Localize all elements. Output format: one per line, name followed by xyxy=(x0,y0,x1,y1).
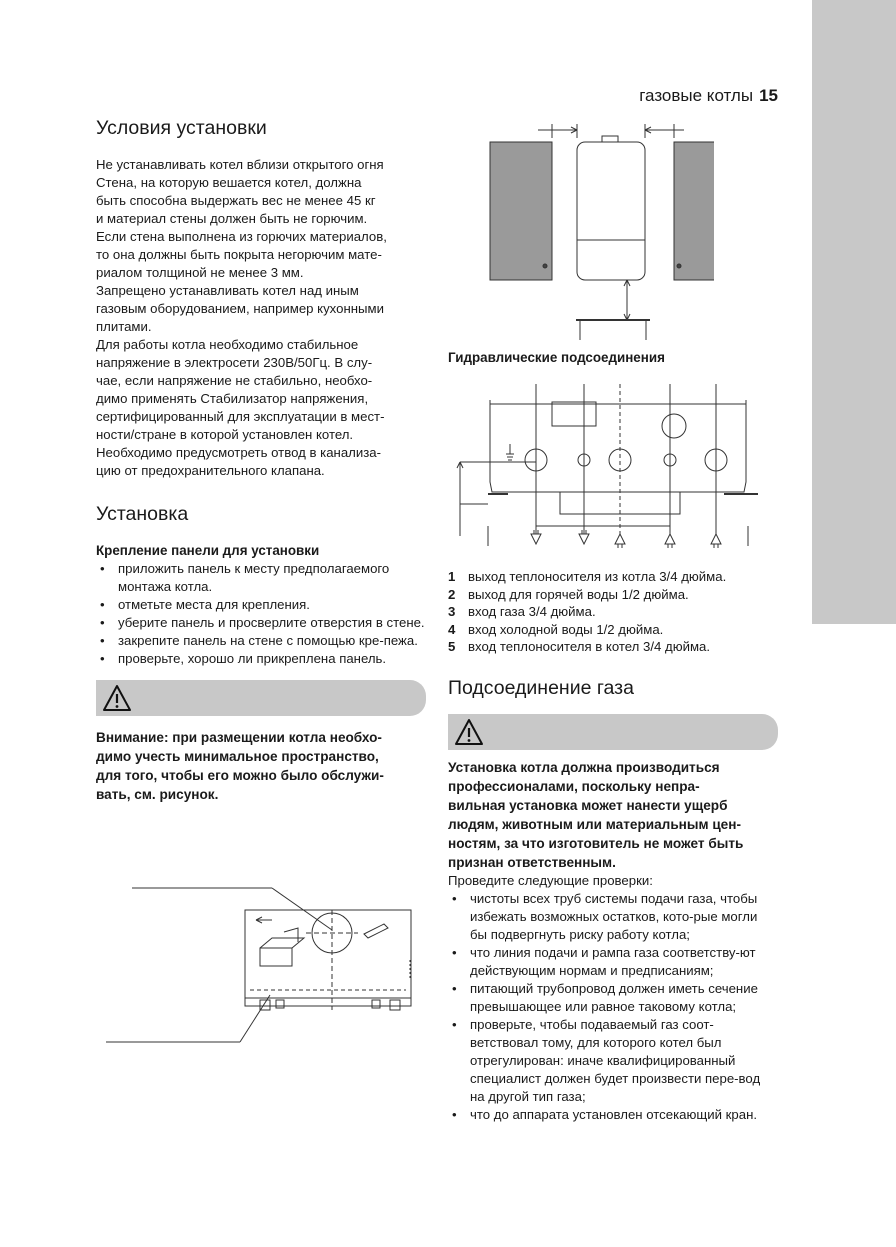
side-tab-marker xyxy=(812,0,896,624)
conditions-title: Условия установки xyxy=(96,117,267,139)
gas-warning-text: Установка котла должна производиться профессионалами, поскольку непра- вильная установка может нанести ущерб людям, животным или материальным цен- ностям, за что изготовитель не может быть признан ответственным. xyxy=(448,759,744,870)
page-number: 15 xyxy=(759,86,778,105)
hydraulic-list xyxy=(448,568,778,656)
list-item xyxy=(448,638,778,656)
gas-warning-bar xyxy=(448,714,778,750)
item-number: 5 xyxy=(448,639,456,654)
list-item xyxy=(448,621,778,639)
hydraulic-diagram xyxy=(448,384,778,552)
list-item xyxy=(448,603,778,621)
list-item: • питающий трубопровод должен иметь сечение превышающее или равное таковому котла; xyxy=(448,980,778,1016)
item-text: вход газа 3/4 дюйма. xyxy=(468,604,596,619)
list-item: • закрепите панель на стене с помощью кре-пежа. xyxy=(96,632,426,650)
conditions-text: Не устанавливать котел вблизи открытого огня Стена, на которую вешается котел, должна быть способна выдержать вес не менее 45 кг и материал стены должен быть не горючим. Если стена выполнена из горючих материалов, то она должны быть покрыта негорючим мате- риалом толщиной не менее 3 мм. Запрещено устанавливать котел над иным газовым оборудованием, например кухонными плитами. Для работы котла необходимо стабильное напряжение в электросети 230В/50Гц. В слу- чае, если напряжение не стабильно, необхо- димо применять Стабилизатор напряжения, сертифицированный для эксплуатации в мест- ности/стране в которой установлен котел. Необходимо предусмотреть отвод в канализа- цию от предохранительного клапана. xyxy=(96,157,387,478)
item-text: выход теплоносителя из котла 3/4 дюйма. xyxy=(468,569,727,584)
item-text: вход холодной воды 1/2 дюйма. xyxy=(468,621,664,637)
item-number: 1 xyxy=(448,569,456,584)
list-item: • приложить панель к месту предполагаемого монтажа котла. xyxy=(96,560,426,596)
warning-bar xyxy=(96,680,426,716)
list-item xyxy=(448,568,778,586)
item-text: вход теплоносителя в котел 3/4 дюйма. xyxy=(468,639,711,654)
item-number: 4 xyxy=(448,621,456,637)
warning-icon xyxy=(454,718,484,746)
item-number: 3 xyxy=(448,604,456,619)
item-text: выход для горячей воды 1/2 дюйма. xyxy=(468,586,689,602)
panel-steps-list xyxy=(96,560,426,668)
warning-icon xyxy=(102,684,132,712)
hydraulic-list-block xyxy=(448,568,778,1124)
list-item: • отметьте места для крепления. xyxy=(96,596,426,614)
list-item: • что линия подачи и рампа газа соответству-ют действующим нормам и предписаниям; xyxy=(448,944,778,980)
warning-text: Внимание: при размещении котла необхо- димо учесть минимальное пространство, для того, чтобы его можно было обслужи- вать, см. рисунок. xyxy=(96,730,384,802)
list-item: • проверьте, хорошо ли прикреплена панель. xyxy=(96,650,426,668)
checks-intro: Проведите следующие проверки: xyxy=(448,872,653,888)
page-header xyxy=(639,86,778,106)
header-title: газовые котлы xyxy=(639,86,754,105)
item-number: 2 xyxy=(448,586,456,602)
hydraulic-title: Гидравлические подсоединения xyxy=(448,350,665,365)
panel-subtitle: Крепление панели для установки xyxy=(96,543,320,558)
list-item: • чистоты всех труб системы подачи газа, чтобы избежать возможных остатков, кото-рые могли бы подвергнуть риску работу котла; xyxy=(448,890,778,944)
list-item: • проверьте, чтобы подаваемый газ соот-ветствовал тому, для которого котел был отрегулирован: иначе квалифицированный специалист должен будет произвести пере-вод на другой тип газа; xyxy=(448,1016,778,1106)
gas-title: Подсоединение газа xyxy=(448,676,634,699)
left-column xyxy=(96,116,426,804)
gas-checks-list xyxy=(448,890,778,1124)
install-title: Установка xyxy=(96,503,189,525)
list-item: • что до аппарата установлен отсекающий кран. xyxy=(448,1106,778,1124)
mounting-panel-diagram xyxy=(100,880,430,1055)
list-item: • уберите панель и просверлите отверстия в стене. xyxy=(96,614,426,632)
list-item xyxy=(448,586,778,604)
clearance-diagram xyxy=(488,124,714,342)
